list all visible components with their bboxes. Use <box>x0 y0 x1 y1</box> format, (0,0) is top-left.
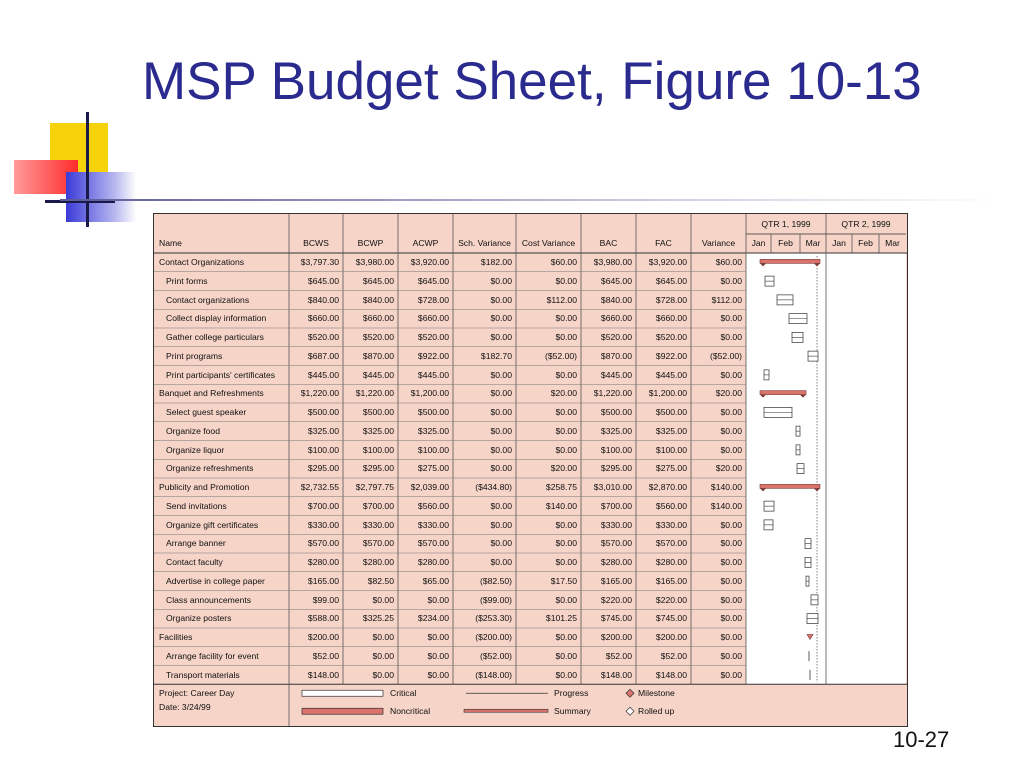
legend-critical-swatch <box>302 690 383 696</box>
table-cell: $645.00 <box>655 275 687 286</box>
month-label-4: Feb <box>858 238 873 248</box>
table-cell: $588.00 <box>307 613 339 624</box>
table-cell: ($82.50) <box>479 575 512 586</box>
table-row-name: Gather college particulars <box>166 332 264 342</box>
table-cell: $0.00 <box>720 632 742 642</box>
table-cell: $645.00 <box>362 275 394 286</box>
table-cell: $330.00 <box>655 519 687 530</box>
table-cell: $20.00 <box>715 463 742 474</box>
table-cell: $500.00 <box>655 407 687 417</box>
table-cell: $148.00 <box>655 669 687 680</box>
table-cell: ($52.00) <box>709 350 742 361</box>
table-row-name: Select guest speaker <box>166 407 247 417</box>
table-cell: $922.00 <box>417 350 449 361</box>
table-cell: $0.00 <box>490 388 512 399</box>
table-cell: $220.00 <box>600 594 632 605</box>
table-cell: $325.00 <box>307 425 339 436</box>
table-cell: ($99.00) <box>479 594 512 605</box>
table-cell: $330.00 <box>417 519 449 530</box>
quarter-label-1: QTR 2, 1999 <box>841 219 891 229</box>
table-cell: $200.00 <box>655 632 687 642</box>
table-cell: $99.00 <box>312 594 339 605</box>
table-cell: $0.00 <box>555 313 577 324</box>
table-cell: $325.00 <box>655 425 687 436</box>
table-row-name: Collect display information <box>166 313 267 324</box>
legend-milestone: Milestone <box>638 688 675 699</box>
table-cell: $112.00 <box>546 294 577 305</box>
column-header-8: Variance <box>701 238 736 248</box>
table-cell: $840.00 <box>362 294 394 305</box>
table-cell: $330.00 <box>362 519 394 530</box>
table-cell: $840.00 <box>600 294 632 305</box>
table-cell: $234.00 <box>417 613 449 624</box>
legend-summary: Summary <box>554 706 591 717</box>
table-cell: $0.00 <box>427 669 449 680</box>
table-cell: $112.00 <box>711 294 742 305</box>
column-header-7: FAC <box>655 238 672 248</box>
table-cell: $570.00 <box>307 538 339 549</box>
table-cell: $0.00 <box>720 444 742 455</box>
table-cell: $0.00 <box>490 463 512 474</box>
table-cell: $745.00 <box>655 613 687 624</box>
page-title: MSP Budget Sheet, Figure 10-13 <box>142 52 922 111</box>
table-cell: $3,920.00 <box>648 257 687 267</box>
table-cell: ($434.80) <box>475 482 512 492</box>
table-cell: $870.00 <box>362 350 394 361</box>
table-cell: $200.00 <box>307 632 339 642</box>
table-cell: $922.00 <box>655 350 687 361</box>
table-cell: $165.00 <box>600 575 632 586</box>
table-cell: ($52.00) <box>544 350 577 361</box>
table-cell: $520.00 <box>655 332 687 342</box>
legend-summary-swatch <box>464 709 548 712</box>
table-row-name: Banquet and Refreshments <box>159 388 264 399</box>
table-cell: $100.00 <box>655 444 687 455</box>
table-cell: $52.00 <box>605 650 632 661</box>
table-cell: $645.00 <box>417 275 449 286</box>
table-cell: $0.00 <box>555 594 577 605</box>
table-cell: $3,980.00 <box>593 257 632 267</box>
table-cell: $500.00 <box>600 407 632 417</box>
table-cell: $17.50 <box>550 575 577 586</box>
table-cell: $0.00 <box>555 425 577 436</box>
table-cell: $295.00 <box>307 463 339 474</box>
table-cell: $700.00 <box>307 500 339 511</box>
table-cell: $0.00 <box>555 669 577 680</box>
table-cell: $0.00 <box>490 500 512 511</box>
table-cell: $870.00 <box>600 350 632 361</box>
table-cell: $1,200.00 <box>648 388 687 399</box>
table-cell: $1,200.00 <box>410 388 449 399</box>
table-cell: $520.00 <box>417 332 449 342</box>
table-cell: $220.00 <box>655 594 687 605</box>
table-cell: ($148.00) <box>475 669 512 680</box>
table-cell: $100.00 <box>600 444 632 455</box>
table-cell: $660.00 <box>600 313 632 324</box>
month-label-3: Jan <box>832 238 846 248</box>
table-cell: $65.00 <box>422 575 449 586</box>
summary-bar <box>760 391 806 395</box>
table-cell: $0.00 <box>720 425 742 436</box>
table-row-name: Contact organizations <box>166 294 250 305</box>
table-cell: $0.00 <box>490 369 512 380</box>
table-cell: $0.00 <box>490 407 512 417</box>
table-cell: $280.00 <box>655 557 687 567</box>
table-cell: $82.50 <box>367 575 394 586</box>
table-row-name: Advertise in college paper <box>166 575 265 586</box>
column-header-0: Name <box>159 238 182 248</box>
table-cell: $52.00 <box>312 650 339 661</box>
table-row-name: Arrange banner <box>166 538 226 549</box>
table-cell: $687.00 <box>307 350 339 361</box>
table-cell: $1,220.00 <box>593 388 632 399</box>
table-cell: $0.00 <box>372 669 394 680</box>
table-cell: $52.00 <box>660 650 687 661</box>
table-cell: $0.00 <box>555 275 577 286</box>
table-row-name: Facilities <box>159 632 193 642</box>
month-label-2: Mar <box>805 238 821 248</box>
table-cell: $0.00 <box>490 538 512 549</box>
table-cell: $1,220.00 <box>355 388 394 399</box>
table-cell: $0.00 <box>720 313 742 324</box>
column-header-4: Sch. Variance <box>458 238 511 248</box>
legend-progress: Progress <box>554 688 589 699</box>
table-cell: $280.00 <box>417 557 449 567</box>
table-cell: $570.00 <box>362 538 394 549</box>
table-cell: $20.00 <box>715 388 742 399</box>
table-cell: $60.00 <box>715 257 742 267</box>
table-cell: $520.00 <box>362 332 394 342</box>
table-cell: $0.00 <box>427 594 449 605</box>
table-row-name: Contact Organizations <box>159 257 245 267</box>
table-cell: $325.25 <box>362 613 394 624</box>
table-cell: $275.00 <box>655 463 687 474</box>
column-header-2: BCWP <box>357 238 384 248</box>
table-cell: $700.00 <box>362 500 394 511</box>
table-cell: $0.00 <box>490 275 512 286</box>
table-row-name: Organize refreshments <box>166 463 254 474</box>
table-cell: $840.00 <box>307 294 339 305</box>
table-row-name: Print programs <box>166 350 223 361</box>
table-cell: $570.00 <box>417 538 449 549</box>
legend-rolledup-swatch <box>626 707 634 715</box>
table-cell: $100.00 <box>362 444 394 455</box>
table-cell: $520.00 <box>307 332 339 342</box>
table-cell: $445.00 <box>417 369 449 380</box>
table-cell: $0.00 <box>720 332 742 342</box>
table-cell: $0.00 <box>490 425 512 436</box>
table-row-name: Organize food <box>166 425 220 436</box>
table-cell: $101.25 <box>545 613 577 624</box>
table-cell: $0.00 <box>372 650 394 661</box>
table-cell: $445.00 <box>307 369 339 380</box>
table-cell: $258.75 <box>545 482 577 492</box>
table-cell: $0.00 <box>372 632 394 642</box>
table-cell: $280.00 <box>307 557 339 567</box>
table-cell: $0.00 <box>720 557 742 567</box>
legend-noncritical-swatch <box>302 708 383 714</box>
table-cell: $0.00 <box>720 519 742 530</box>
table-cell: $0.00 <box>720 650 742 661</box>
table-cell: $0.00 <box>372 594 394 605</box>
table-cell: $275.00 <box>417 463 449 474</box>
table-cell: $100.00 <box>307 444 339 455</box>
legend-project: Project: Career Day <box>159 688 235 699</box>
table-cell: $0.00 <box>555 407 577 417</box>
table-cell: $148.00 <box>307 669 339 680</box>
table-cell: $660.00 <box>655 313 687 324</box>
table-cell: $0.00 <box>555 557 577 567</box>
table-cell: $0.00 <box>555 519 577 530</box>
budget-sheet <box>153 213 908 727</box>
month-label-0: Jan <box>751 238 766 248</box>
legend-critical: Critical <box>390 688 417 699</box>
table-cell: $570.00 <box>600 538 632 549</box>
table-cell: $140.00 <box>545 500 577 511</box>
column-header-3: ACWP <box>412 238 439 248</box>
table-cell: $20.00 <box>550 463 577 474</box>
table-cell: $445.00 <box>655 369 687 380</box>
table-cell: $182.00 <box>480 257 512 267</box>
table-cell: $645.00 <box>307 275 339 286</box>
month-label-5: Mar <box>885 238 900 248</box>
table-cell: $200.00 <box>600 632 632 642</box>
table-cell: $295.00 <box>362 463 394 474</box>
table-cell: $0.00 <box>555 632 577 642</box>
legend-date: Date: 3/24/99 <box>159 702 211 713</box>
table-cell: $520.00 <box>600 332 632 342</box>
table-cell: $745.00 <box>600 613 632 624</box>
decor-blue-square <box>66 172 136 222</box>
table-cell: $0.00 <box>720 575 742 586</box>
table-cell: $182.70 <box>480 350 512 361</box>
table-cell: $0.00 <box>555 650 577 661</box>
table-cell: $570.00 <box>655 538 687 549</box>
table-cell: $445.00 <box>362 369 394 380</box>
table-cell: $560.00 <box>417 500 449 511</box>
legend-noncritical: Noncritical <box>390 706 431 717</box>
table-cell: $330.00 <box>600 519 632 530</box>
table-row-name: Print participants' certificates <box>166 369 276 380</box>
column-header-6: BAC <box>599 238 618 248</box>
table-cell: $560.00 <box>655 500 687 511</box>
table-cell: $1,220.00 <box>300 388 339 399</box>
table-cell: $3,920.00 <box>410 257 449 267</box>
table-cell: ($52.00) <box>479 650 512 661</box>
table-cell: $728.00 <box>655 294 687 305</box>
table-cell: ($253.30) <box>475 613 512 624</box>
table-cell: $3,010.00 <box>593 482 632 492</box>
table-cell: $0.00 <box>720 594 742 605</box>
table-cell: $0.00 <box>555 538 577 549</box>
table-cell: $148.00 <box>600 669 632 680</box>
table-cell: $3,980.00 <box>355 257 394 267</box>
table-row-name: Transport materials <box>166 669 240 680</box>
table-cell: $295.00 <box>600 463 632 474</box>
summary-bar <box>760 484 820 488</box>
table-cell: $0.00 <box>427 650 449 661</box>
table-cell: $2,732.55 <box>300 482 339 492</box>
table-cell: $0.00 <box>720 613 742 624</box>
table-cell: $645.00 <box>600 275 632 286</box>
table-cell: $0.00 <box>555 369 577 380</box>
column-header-5: Cost Variance <box>521 238 576 248</box>
table-cell: $325.00 <box>362 425 394 436</box>
legend-milestone-swatch <box>626 689 634 697</box>
table-cell: $0.00 <box>490 444 512 455</box>
table-cell: $700.00 <box>600 500 632 511</box>
table-cell: $0.00 <box>490 332 512 342</box>
table-cell: $500.00 <box>362 407 394 417</box>
table-cell: $165.00 <box>307 575 339 586</box>
table-cell: $2,039.00 <box>410 482 449 492</box>
table-row-name: Send invitations <box>166 500 227 511</box>
column-header-1: BCWS <box>303 238 329 248</box>
table-cell: $60.00 <box>550 257 577 267</box>
table-cell: $445.00 <box>600 369 632 380</box>
table-cell: $0.00 <box>720 369 742 380</box>
table-cell: $0.00 <box>720 669 742 680</box>
table-cell: $0.00 <box>555 444 577 455</box>
decor-vertical-line <box>86 112 89 227</box>
summary-bar <box>760 259 820 263</box>
month-label-1: Feb <box>778 238 793 248</box>
table-cell: $0.00 <box>555 332 577 342</box>
table-cell: $165.00 <box>655 575 687 586</box>
legend-rolled-up: Rolled up <box>638 706 675 717</box>
table-cell: $0.00 <box>720 538 742 549</box>
table-cell: $2,870.00 <box>648 482 687 492</box>
table-row-name: Organize posters <box>166 613 232 624</box>
table-cell: $100.00 <box>417 444 449 455</box>
table-cell: $140.00 <box>710 500 742 511</box>
table-cell: $500.00 <box>307 407 339 417</box>
table-row-name: Publicity and Promotion <box>159 482 250 492</box>
table-cell: $0.00 <box>427 632 449 642</box>
table-cell: $660.00 <box>417 313 449 324</box>
table-cell: $0.00 <box>720 407 742 417</box>
table-cell: ($200.00) <box>475 632 512 642</box>
table-cell: $330.00 <box>307 519 339 530</box>
table-cell: $0.00 <box>490 557 512 567</box>
table-cell: $20.00 <box>550 388 577 399</box>
table-cell: $140.00 <box>710 482 742 492</box>
table-cell: $0.00 <box>490 519 512 530</box>
table-cell: $325.00 <box>600 425 632 436</box>
table-row-name: Class announcements <box>166 594 252 605</box>
slide-number: 10-27 <box>893 727 950 752</box>
title-divider <box>60 199 1000 201</box>
table-row-name: Arrange facility for event <box>166 650 259 661</box>
table-cell: $500.00 <box>417 407 449 417</box>
table-cell: $2,797.75 <box>355 482 394 492</box>
table-cell: $3,797.30 <box>300 257 339 267</box>
table-cell: $0.00 <box>720 275 742 286</box>
table-cell: $660.00 <box>362 313 394 324</box>
table-row-name: Organize gift certificates <box>166 519 259 530</box>
table-cell: $280.00 <box>600 557 632 567</box>
table-cell: $280.00 <box>362 557 394 567</box>
quarter-label-0: QTR 1, 1999 <box>761 219 811 229</box>
table-cell: $660.00 <box>307 313 339 324</box>
table-row-name: Contact faculty <box>166 557 223 567</box>
table-cell: $0.00 <box>490 294 512 305</box>
table-cell: $728.00 <box>417 294 449 305</box>
table-cell: $325.00 <box>417 425 449 436</box>
table-row-name: Print forms <box>166 275 208 286</box>
table-row-name: Organize liquor <box>166 444 225 455</box>
table-cell: $0.00 <box>490 313 512 324</box>
